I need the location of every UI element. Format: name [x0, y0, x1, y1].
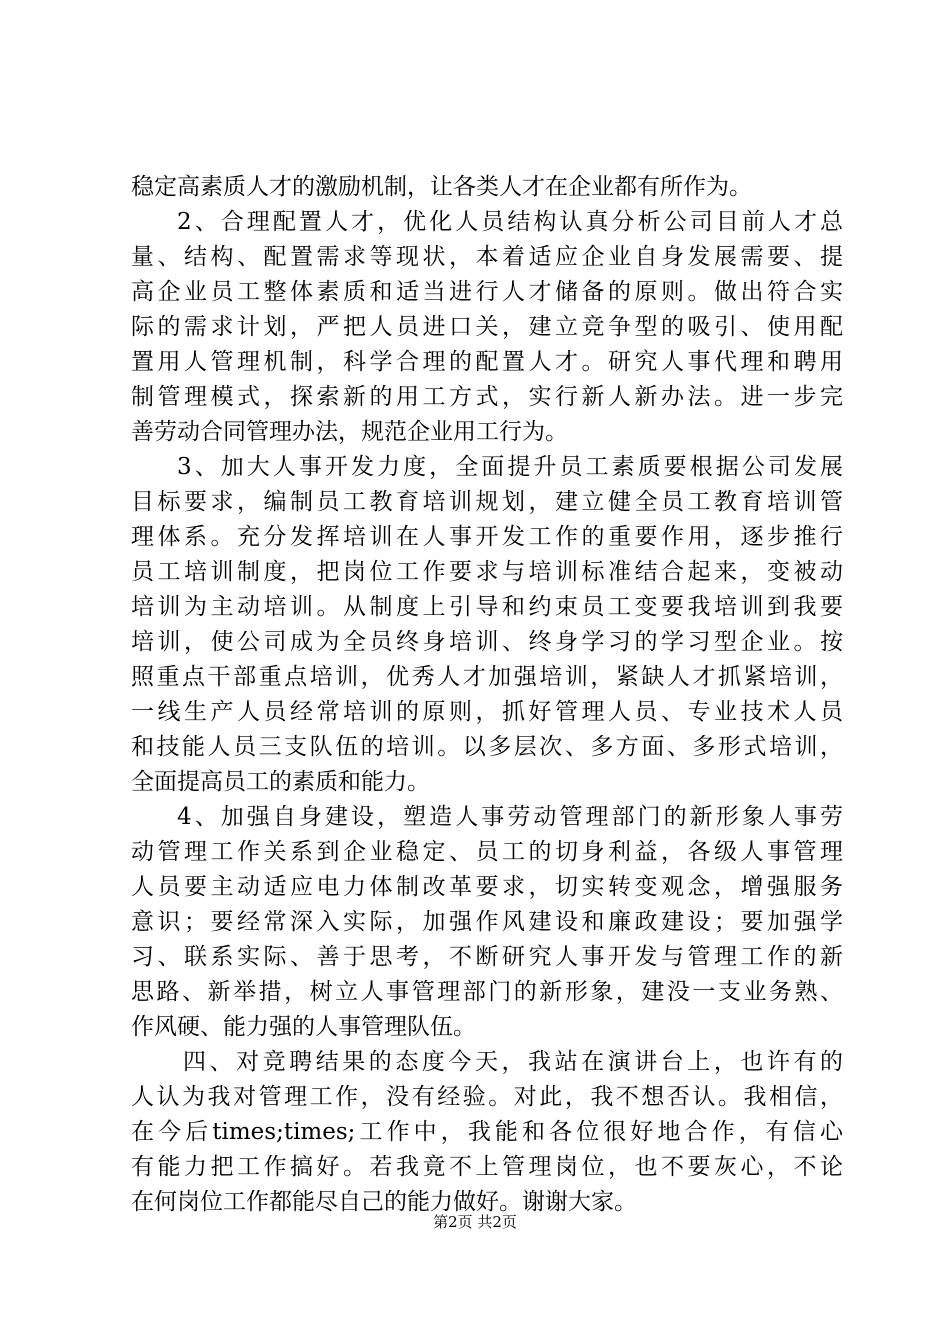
- text-line: 际的需求计划，严把人员进口关，建立竞争型的吸引、使用配: [131, 314, 843, 340]
- body-text: [131, 170, 843, 1220]
- text-line: 稳定高素质人才的激励机制，让各类人才在企业都有所作为。: [131, 174, 752, 200]
- text-line: 一线生产人员经常培训的原则，抓好管理人员、专业技术人员: [131, 699, 843, 725]
- text-line: 思路、新举措，树立人事管理部门的新形象，建没一支业务熟、: [131, 979, 843, 1005]
- text-line: 照重点干部重点培训，优秀人才加强培训，紧缺人才抓紧培训，: [131, 664, 843, 690]
- text-line: 2、合理配置人才，优化人员结构认真分析公司目前人才总: [177, 209, 843, 235]
- text-line: 4、加强自身建设，塑造人事劳动管理部门的新形象人事劳: [177, 804, 843, 830]
- text-line: 制管理模式，探索新的用工方式，实行新人新办法。进一步完: [131, 384, 843, 410]
- text-line: 意识；要经常深入实际，加强作风建设和廉政建设；要加强学: [131, 909, 843, 935]
- text-line: 人员要主动适应电力体制改革要求，切实转变观念，增强服务: [131, 874, 843, 900]
- text-line: 在今后times;times;工作中，我能和各位很好地合作，有信心: [131, 1119, 843, 1145]
- text-line: 培训为主动培训。从制度上引导和约束员工变要我培训到我要: [131, 594, 843, 620]
- text-line: 3、加大人事开发力度，全面提升员工素质要根据公司发展: [177, 454, 843, 480]
- text-line: 在何岗位工作都能尽自己的能力做好。谢谢大家。: [131, 1189, 637, 1215]
- text-line: 四、对竞聘结果的态度今天，我站在演讲台上，也许有的: [183, 1049, 843, 1075]
- text-line: 置用人管理机制，科学合理的配置人才。研究人事代理和聘用: [131, 349, 843, 375]
- text-line: 量、结构、配置需求等现状，本着适应企业自身发展需要、提: [131, 244, 843, 270]
- text-line: 培训，使公司成为全员终身培训、终身学习的学习型企业。按: [131, 629, 843, 655]
- page-footer: 第2页 共2页: [433, 1213, 517, 1231]
- text-line: 员工培训制度，把岗位工作要求与培训标准结合起来，变被动: [131, 559, 843, 585]
- text-line: 善劳动合同管理办法，规范企业用工行为。: [131, 419, 568, 445]
- text-line: 习、联系实际、善于思考，不断研究人事开发与管理工作的新: [131, 944, 843, 970]
- text-line: 有能力把工作搞好。若我竟不上管理岗位，也不要灰心，不论: [131, 1154, 843, 1180]
- text-line: 作风硬、能力强的人事管理队伍。: [131, 1014, 476, 1040]
- text-line: 人认为我对管理工作，没有经验。对此，我不想否认。我相信，: [131, 1084, 843, 1110]
- text-line: 目标要求，编制员工教育培训规划，建立健全员工教育培训管: [131, 489, 843, 515]
- text-line: 理体系。充分发挥培训在人事开发工作的重要作用，逐步推行: [131, 524, 843, 550]
- text-line: 和技能人员三支队伍的培训。以多层次、多方面、多形式培训，: [131, 734, 843, 760]
- text-line: 全面提高员工的素质和能力。: [131, 769, 430, 795]
- text-line: 高企业员工整体素质和适当进行人才储备的原则。做出符合实: [131, 279, 843, 305]
- text-line: 动管理工作关系到企业稳定、员工的切身利益，各级人事管理: [131, 839, 843, 865]
